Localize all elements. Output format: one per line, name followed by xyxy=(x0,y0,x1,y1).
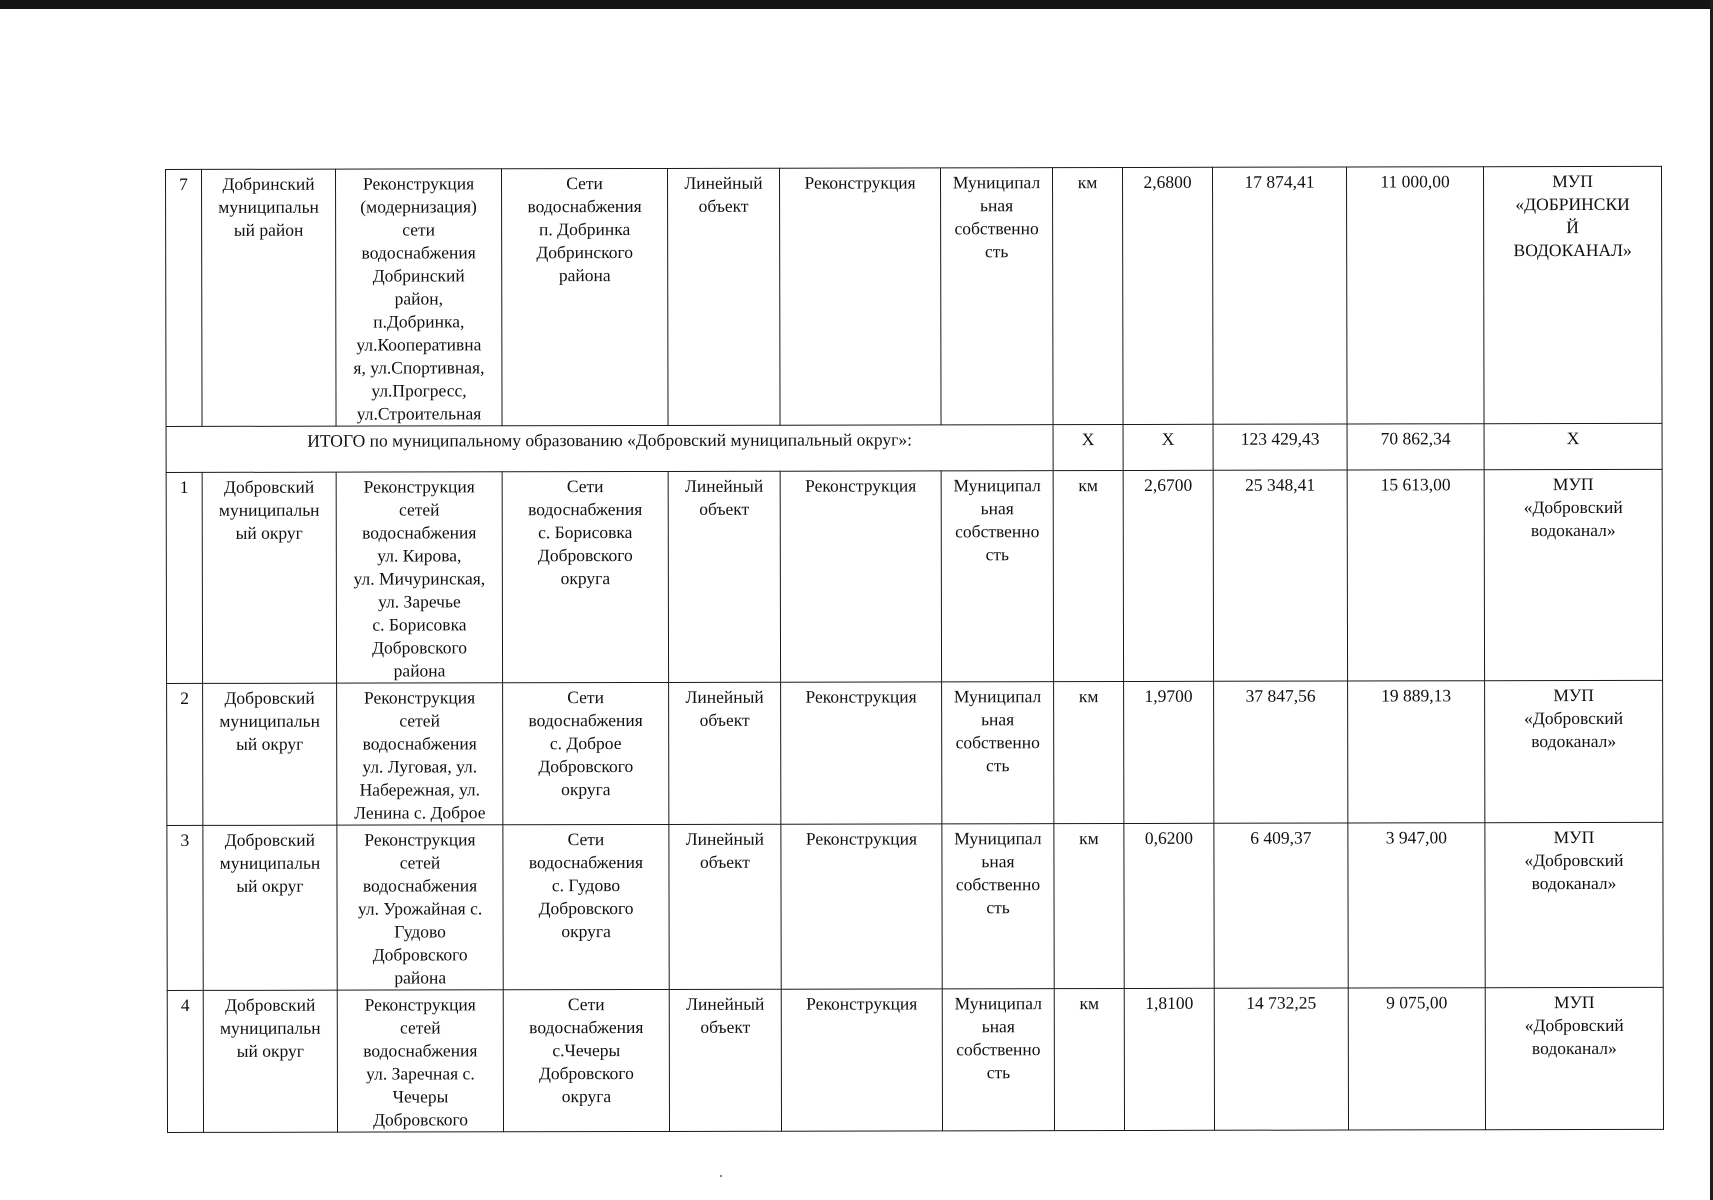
ownership-cell: Муниципал ьная собственно сть xyxy=(941,471,1053,682)
object-cell: Сети водоснабжения с. Доброе Добровского округа xyxy=(503,682,669,824)
ownership-cell: Муниципал ьная собственно сть xyxy=(940,168,1053,425)
object-cell: Сети водоснабжения п. Добринка Добринского района xyxy=(502,168,669,425)
object-cell: Сети водоснабжения с. Гудово Добровского округа xyxy=(503,824,669,989)
funding-cell: 19 889,13 xyxy=(1348,681,1485,823)
operator-cell: МУП «ДОБРИНСКИ Й ВОДОКАНАЛ» xyxy=(1483,166,1662,423)
district-cell: Добринский муниципальн ый район xyxy=(202,169,337,426)
unit-cell: км xyxy=(1054,681,1124,823)
operator-cell: МУП «Добровский водоканал» xyxy=(1485,680,1663,822)
cost-cell: 37 847,56 xyxy=(1214,681,1348,823)
total-row xyxy=(166,423,1662,472)
district-cell: Добровский муниципальн ый округ xyxy=(202,472,336,683)
total-capacity: Х xyxy=(1123,424,1213,470)
district-cell: Добровский муниципальн ый округ xyxy=(203,825,337,990)
project-cell: Реконструкция сетей водоснабжения ул. Луговая, ул. Набережная, ул. Ленина с. Доброе xyxy=(337,683,503,825)
capacity-cell: 2,6800 xyxy=(1122,167,1213,424)
capacity-cell: 1,9700 xyxy=(1124,681,1214,823)
cost-cell: 14 732,25 xyxy=(1214,988,1348,1130)
object-type-cell: Линейный объект xyxy=(669,682,781,824)
work-type-cell: Реконструкция xyxy=(781,824,942,989)
scan-speck xyxy=(720,1175,722,1177)
ownership-cell: Муниципал ьная собственно сть xyxy=(942,989,1054,1131)
district-cell: Добровский муниципальн ый округ xyxy=(203,683,337,825)
project-cell: Реконструкция (модернизация) сети водоснабжения Добринский район, п.Добринка, ул.Кооперативна я, ул.Спортивная, ул.Прогресс, ул.Строительная xyxy=(336,169,503,426)
object-type-cell: Линейный объект xyxy=(667,168,780,425)
table-row xyxy=(166,469,1662,683)
operator-cell: МУП «Добровский водоканал» xyxy=(1485,987,1663,1129)
total-funding: 70 862,34 xyxy=(1347,424,1484,470)
row-number: 1 xyxy=(166,472,202,683)
water-network-reconstruction-table xyxy=(165,166,1664,1133)
object-cell: Сети водоснабжения с.Чечеры Добровского округа xyxy=(503,989,669,1131)
table-row xyxy=(167,680,1663,825)
funding-cell: 9 075,00 xyxy=(1348,988,1485,1130)
object-type-cell: Линейный объект xyxy=(668,471,780,682)
cost-cell: 17 874,41 xyxy=(1212,167,1347,424)
unit-cell: км xyxy=(1054,988,1124,1130)
work-type-cell: Реконструкция xyxy=(781,682,942,824)
project-cell: Реконструкция сетей водоснабжения ул. Заречная с. Чечеры Добровского xyxy=(337,990,503,1132)
cost-cell: 6 409,37 xyxy=(1214,823,1348,988)
object-type-cell: Линейный объект xyxy=(669,824,781,989)
ownership-cell: Муниципал ьная собственно сть xyxy=(942,682,1054,824)
capacity-cell: 1,8100 xyxy=(1124,988,1214,1130)
table-row xyxy=(167,822,1663,990)
operator-cell: МУП «Добровский водоканал» xyxy=(1484,469,1662,680)
object-type-cell: Линейный объект xyxy=(669,989,781,1131)
total-label: ИТОГО по муниципальному образованию «Добровский муниципальный округ»: xyxy=(166,425,1053,473)
row-number: 2 xyxy=(167,683,203,825)
capacity-cell: 2,6700 xyxy=(1123,470,1213,681)
unit-cell: км xyxy=(1053,470,1123,681)
ownership-cell: Муниципал ьная собственно сть xyxy=(942,824,1054,989)
unit-cell: км xyxy=(1052,167,1123,424)
funding-cell: 3 947,00 xyxy=(1348,823,1485,988)
unit-cell: км xyxy=(1054,823,1124,988)
row-number: 3 xyxy=(167,825,203,990)
table-row xyxy=(167,987,1663,1132)
object-cell: Сети водоснабжения с. Борисовка Добровского округа xyxy=(502,471,668,682)
row-number: 4 xyxy=(167,990,203,1132)
funding-cell: 11 000,00 xyxy=(1346,167,1484,424)
project-cell: Реконструкция сетей водоснабжения ул. Кирова, ул. Мичуринская, ул. Заречье с. Борисовка Добровского района xyxy=(336,472,502,683)
project-cell: Реконструкция сетей водоснабжения ул. Урожайная с. Гудово Добровского района xyxy=(337,825,503,990)
scan-edge-top xyxy=(0,0,1713,9)
work-type-cell: Реконструкция xyxy=(780,471,941,682)
cost-cell: 25 348,41 xyxy=(1213,470,1347,681)
work-type-cell: Реконструкция xyxy=(781,989,942,1131)
capacity-cell: 0,6200 xyxy=(1124,823,1214,988)
total-cost: 123 429,43 xyxy=(1213,424,1347,470)
total-operator: Х xyxy=(1484,423,1662,469)
funding-cell: 15 613,00 xyxy=(1347,470,1484,681)
operator-cell: МУП «Добровский водоканал» xyxy=(1485,822,1663,987)
district-cell: Добровский муниципальн ый округ xyxy=(203,990,337,1132)
work-type-cell: Реконструкция xyxy=(779,168,941,425)
table-row xyxy=(166,166,1663,426)
row-number: 7 xyxy=(166,169,203,426)
total-unit: Х xyxy=(1053,424,1123,470)
